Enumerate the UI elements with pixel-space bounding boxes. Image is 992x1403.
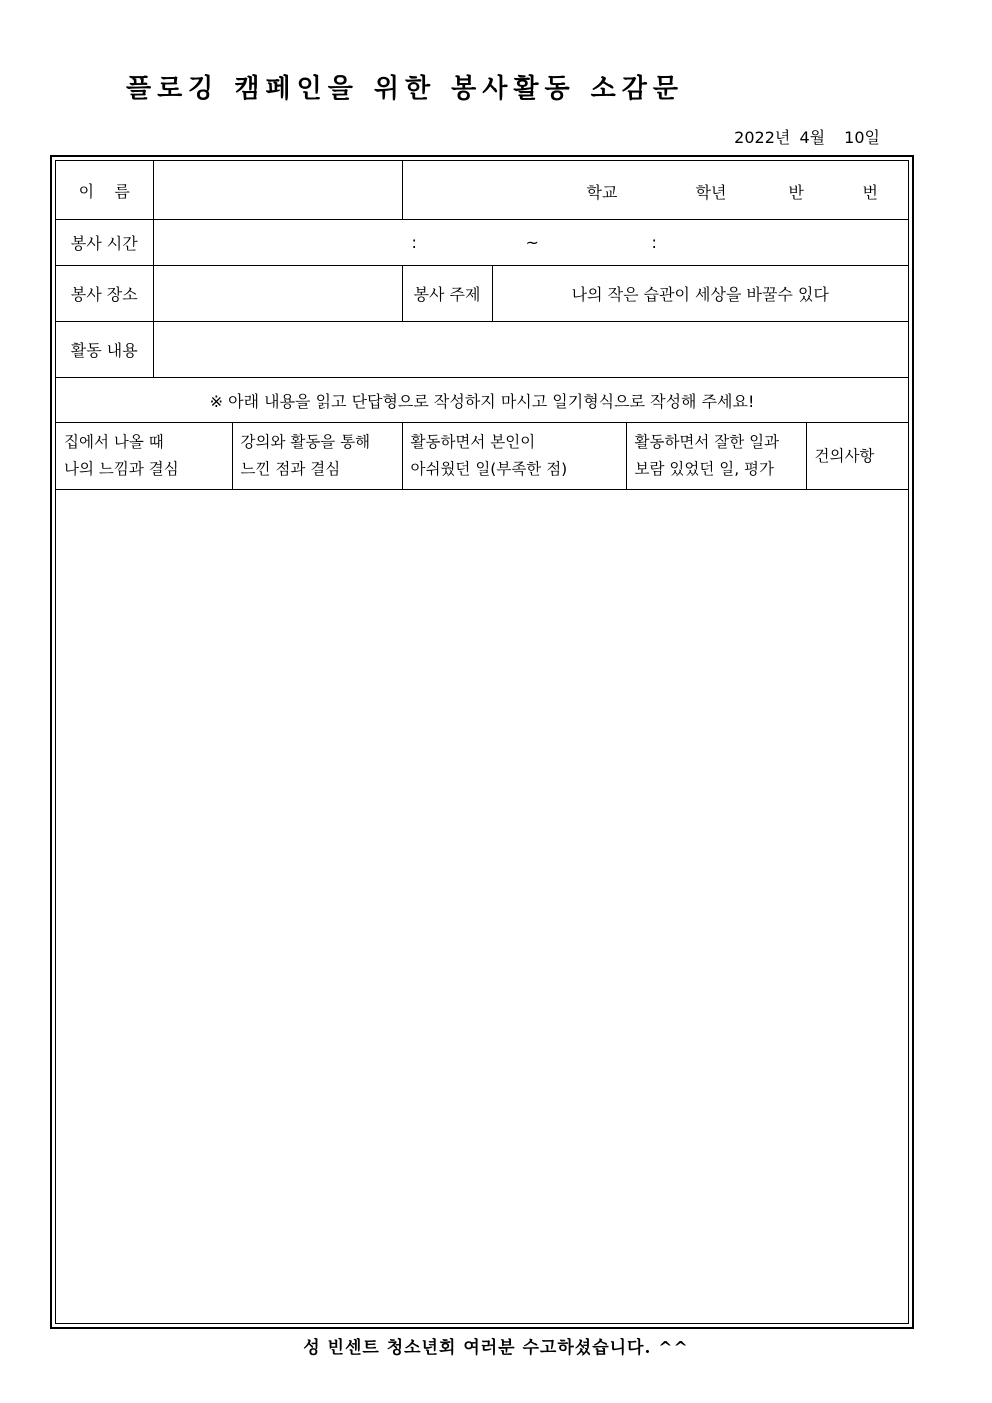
form-table [56,161,908,490]
guide-lessons [232,423,402,490]
grade-label: 학년 [695,183,727,202]
guide-line: 집에서 나올 때 [64,433,164,451]
class-label: 반 [788,183,804,202]
place-field[interactable] [153,266,402,322]
guide-line: 아쉬웠던 일(부족한 점) [410,460,568,478]
document-title: 플로깅 캠페인을 위한 봉사활동 소감문 [125,74,685,104]
form-frame [50,155,914,1329]
date-month: 4월 [799,128,826,147]
school-info-field[interactable] [402,161,908,220]
time-field[interactable] [153,220,908,266]
writing-area[interactable] [56,494,908,1323]
activity-label: 활동 내용 [56,322,153,378]
guide-line: 강의와 활동을 통해 [240,433,371,451]
guide-line: 활동하면서 본인이 [410,433,536,451]
guide-line: 활동하면서 잘한 일과 [634,433,780,451]
guide-line: 나의 느낌과 결심 [64,460,179,478]
guide-regrets [402,423,626,490]
guide-line: 보람 있었던 일, 평가 [634,460,775,478]
place-label: 봉사 장소 [56,266,153,322]
time-label: 봉사 시간 [56,220,153,266]
guide-feelings [56,423,232,490]
number-label: 번 [862,183,878,202]
activity-field[interactable] [153,322,908,378]
writing-notice: ※ 아래 내용을 읽고 단답형으로 작성하지 마시고 일기형식으로 작성해 주세요! [56,378,908,423]
time-colon-end: : [651,233,657,252]
name-label: 이 름 [56,161,153,220]
theme-label: 봉사 주제 [402,266,492,322]
school-label: 학교 [586,183,618,202]
date-day: 10일 [844,128,880,147]
time-tilde: ~ [525,233,539,252]
guide-suggestions [806,423,908,490]
date-year: 2022년 [734,128,791,147]
form-inner [55,160,909,1324]
footer-message: 성 빈센트 청소년회 여러분 수고하셨습니다. ^^ [303,1338,689,1358]
guide-achievements [626,423,806,490]
name-field[interactable] [153,161,402,220]
date [730,125,880,148]
guide-line: 느낀 점과 결심 [240,460,341,478]
theme-value: 나의 작은 습관이 세상을 바꿀수 있다 [492,266,908,322]
guide-line: 건의사항 [814,446,875,465]
time-colon-start: : [411,233,417,252]
